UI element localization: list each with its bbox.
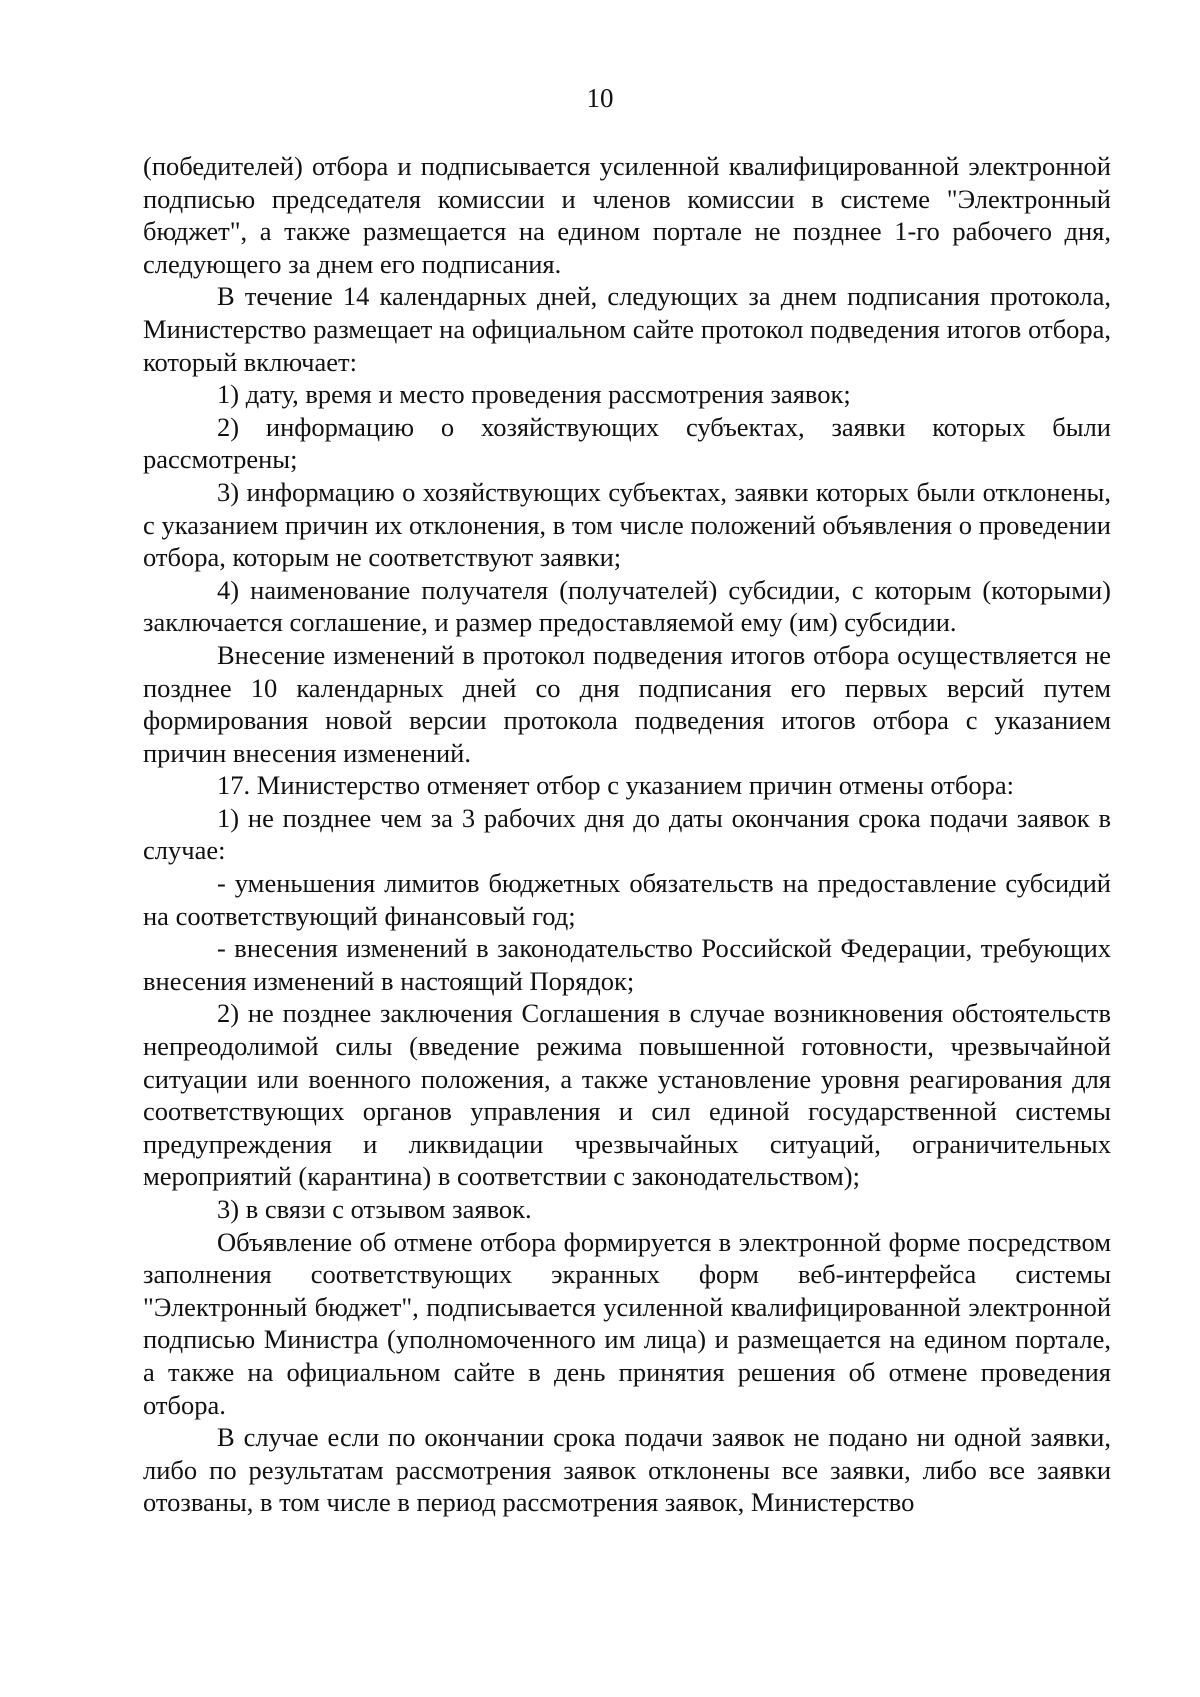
section-paragraph: 17. Министерство отменяет отбор с указанием причин отмены отбора: <box>217 770 1014 801</box>
list-item: 2) информацию о хозяйствующих субъектах, заявки которых были рассмотрены; <box>143 411 1111 475</box>
paragraph: В случае если по окончании срока подачи заявок не подано ни одной заявки, либо по результатам рассмотрения заявок отклонены все заявки, либо все заявки отозваны, в том числе в период рассмотрения заявок, Министерство <box>143 1422 1111 1518</box>
list-item: 3) в связи с отзывом заявок. <box>217 1194 532 1224</box>
document-body <box>143 150 1111 1519</box>
page-number: 10 <box>586 83 614 113</box>
list-item: - внесения изменений в законодательство Российской Федерации, требующих внесения изменений в настоящий Порядок; <box>143 933 1111 996</box>
paragraph: (победителей) отбора и подписывается усиленной квалифицированной электронной подписью председателя комиссии и членов комиссии в системе "Электронный бюджет", а также размещается на едином портале не позднее 1-го рабочего дня, следующего за днем его подписания. <box>143 151 1111 279</box>
paragraph: Объявление об отмене отбора формируется в электронной форме посредством заполнения соответствующих экранных форм веб-интерфейса системы "Электронный бюджет", подписывается усиленной квалифицированной электронной подписью Министра (уполномоченного им лица) и размещается на едином портале, а также на официальном сайте в день принятия решения об отмене проведения отбора. <box>143 1226 1111 1420</box>
paragraph: Внесение изменений в протокол подведения итогов отбора осуществляется не позднее 10 календарных дней со дня подписания его первых версий путем формирования новой версии протокола подведения итогов отбора с указанием причин внесения изменений. <box>143 639 1111 768</box>
list-item: - уменьшения лимитов бюджетных обязательств на предоставление субсидий на соответствующий финансовый год; <box>143 868 1111 931</box>
list-item: 2) не позднее заключения Соглашения в случае возникновения обстоятельств непреодолимой силы (введение режима повышенной готовности, чрезвычайной ситуации или военного положения, а также установление уровня реагирования для соответствующих органов управления и сил единой государственной системы предупреждения и ликвидации чрезвычайных ситуаций, ограничительных мероприятий (карантина) в соответствии с законодательством); <box>143 998 1111 1192</box>
list-item: 4) наименование получателя (получателей) субсидии, с которым (которыми) заключается соглашение, и размер предоставляемой ему (им) субсидии. <box>143 574 1111 638</box>
paragraph: В течение 14 календарных дней, следующих за днем подписания протокола, Министерство размещает на официальном сайте протокол подведения итогов отбора, который включает: <box>143 281 1111 377</box>
list-item: 1) дату, время и место проведения рассмотрения заявок; <box>217 379 851 410</box>
list-item: 1) не позднее чем за 3 рабочих дня до даты окончания срока подачи заявок в случае: <box>143 802 1111 866</box>
list-item: 3) информацию о хозяйствующих субъектах, заявки которых были отклонены, с указанием причин их отклонения, в том числе положений объявления о проведении отбора, которым не соответствуют заявки; <box>143 476 1111 573</box>
